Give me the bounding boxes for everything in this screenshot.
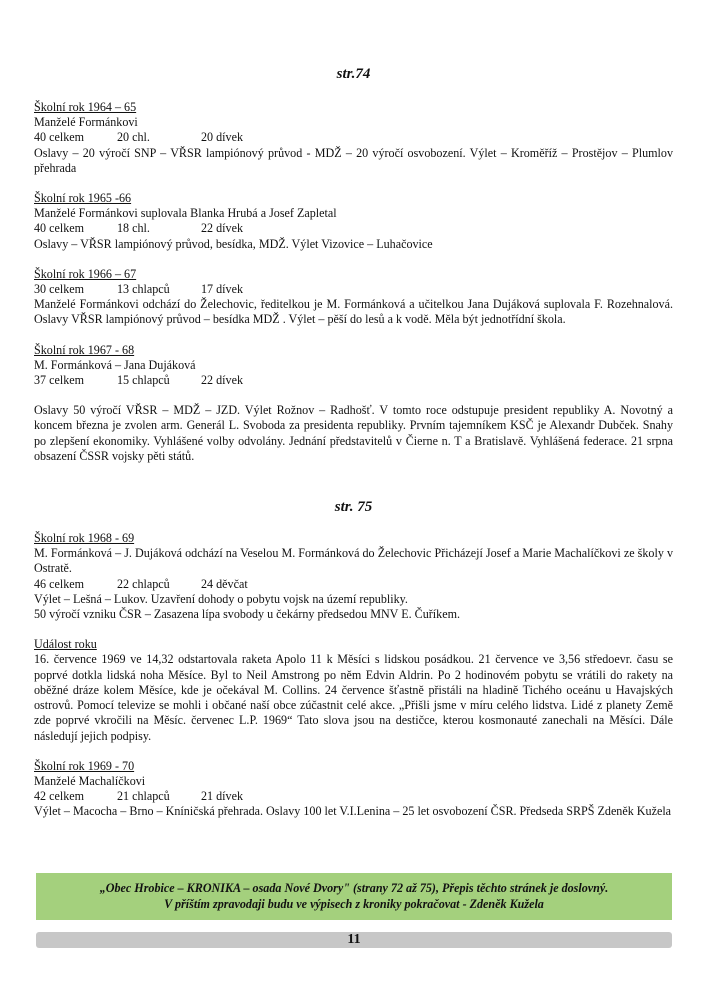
- section-line: Manželé Formánkovi suplovala Blanka Hrubá a Josef Zapletal: [34, 206, 337, 221]
- pupil-stats: [34, 373, 673, 388]
- stat-boys: 21 chlapců: [117, 789, 170, 804]
- footer-line-1: „Obec Hrobice – KRONIKA – osada Nové Dvory" (strany 72 až 75), Přepis těchto stránek je doslovný.: [99, 881, 609, 895]
- stat-total: 42 celkem: [34, 789, 85, 804]
- section-paragraph: Oslavy 50 výročí VŘSR – MDŽ – JZD. Výlet Rožnov – Radhošť. V tomto roce odstupuje president republiky A. Novotný a koncem března je zvolen arm. Generál L. Svoboda za presidenta republiky. Prvním tajemníkem KSČ je Alexandr Dubček. Snahy po zlepšení ekonomiky. Vyhlášené volby odvolány. Jednání představitelů v Čierne n. T a Bratislavě. Vyhlášená federace. 21 srpna obsazení ČSSR vojsky pěti států.: [34, 403, 673, 463]
- school-year-section: [34, 267, 673, 328]
- section-paragraph: Oslavy – VŘSR lampiónový průvod, besídka, MDŽ. Výlet Vizovice – Luhačovice: [34, 236, 433, 251]
- stat-boys: 13 chlapců: [117, 282, 170, 297]
- section-line: Manželé Machalíčkovi: [34, 773, 146, 788]
- school-year-section: [34, 759, 673, 820]
- footer-note: [36, 873, 672, 920]
- section-paragraph: 16. července 1969 ve 14,32 odstartovala raketa Apolo 11 k Měsíci s lidskou posádkou. 21 července ve 3,56 středoevr. času se poprvé dotkla lidská noha Měsíce. Byl to Neil Amstrong po něm Edvin Aldrin. Po 2 hodinovém pobytu se vrátili do rakety na oběžné dráze kolem Měsíce, kde je očekával M. Collins. 24 července šťastně přistáli na hladině Tichého oceánu u Havajských ostrovů. Pomocí televize se mohli i občané naší obce zúčastnit celé akce. „Přišli jsme v míru celého lidstva. Lidé z planety Země zde poprvé vkročili na Měsíc. červenec L.P. 1969“ Tato slova jsou na destičce, kterou kosmonauté zanechali na Měsíci. Dále následují jejich podpisy.: [34, 652, 673, 743]
- school-year-section: [34, 191, 673, 252]
- document-body: [34, 0, 673, 835]
- section-line: Manželé Formánkovi: [34, 115, 138, 130]
- school-year-section: [34, 100, 673, 176]
- section-paragraph: Výlet – Lešná – Lukov. Uzavření dohody o pobytu vojsk na území republiky.: [34, 591, 408, 606]
- page-heading-74: str.74: [336, 66, 371, 82]
- section-title: Školní rok 1969 - 70: [34, 758, 135, 773]
- section-line: M. Formánková – J. Dujáková odchází na Veselou M. Formánková do Želechovic Přicházejí Josef a Marie Machalíčkovi ze školy v Ostratě.: [34, 546, 673, 576]
- stat-total: 30 celkem: [34, 282, 85, 297]
- section-title: Školní rok 1965 -66: [34, 191, 132, 206]
- page-number-bar: [36, 932, 672, 948]
- stat-total: 46 celkem: [34, 576, 85, 591]
- stat-girls: 21 dívek: [201, 789, 243, 804]
- stat-girls: 22 dívek: [201, 373, 243, 388]
- stat-boys: 18 chl.: [117, 221, 150, 236]
- pupil-stats: [34, 130, 673, 145]
- pupil-stats: [34, 789, 673, 804]
- school-year-section: [34, 637, 673, 743]
- page-heading-75: str. 75: [334, 499, 373, 516]
- section-title: Školní rok 1966 – 67: [34, 266, 137, 281]
- section-paragraph: 50 výročí vzniku ČSR – Zasazena lípa svobody u čekárny předsedou MNV E. Čuříkem.: [34, 607, 460, 622]
- school-year-section: [34, 343, 673, 464]
- section-paragraph: Výlet – Macocha – Brno – Kníničská přehrada. Oslavy 100 let V.I.Lenina – 25 let osvobození ČSR. Předseda SRPŠ Zdeněk Kužela: [34, 804, 672, 819]
- section-title: Školní rok 1964 – 65: [34, 100, 137, 114]
- stat-girls: 17 dívek: [201, 282, 243, 297]
- pupil-stats: [34, 577, 673, 592]
- stat-girls: 20 dívek: [201, 130, 243, 145]
- page-74-content: [34, 100, 673, 464]
- stat-total: 37 celkem: [34, 373, 85, 388]
- stat-boys: 22 chlapců: [117, 576, 170, 591]
- footer-line-2: V příštím zpravodaji budu ve výpisech z kroniky pokračovat - Zdeněk Kužela: [164, 896, 544, 911]
- section-line: M. Formánková – Jana Dujáková: [34, 357, 196, 372]
- section-paragraph: Manželé Formánkovi odchází do Želechovic, ředitelkou je M. Formánková a učitelkou Jana Dujáková suplovala F. Rozehnalová. Oslavy VŘSR lampiónový průvod – besídka MDŽ . Výlet – pěší do lesů a k vodě. Měla být jednotřídní škola.: [34, 297, 673, 327]
- pupil-stats: [34, 221, 673, 236]
- stat-total: 40 celkem: [34, 130, 85, 145]
- stat-total: 40 celkem: [34, 221, 85, 236]
- stat-boys: 20 chl.: [117, 130, 150, 145]
- section-title: Událost roku: [34, 637, 97, 652]
- stat-girls: 22 dívek: [201, 221, 243, 236]
- page-number: 11: [347, 932, 361, 947]
- stat-boys: 15 chlapců: [117, 373, 170, 388]
- school-year-section: [34, 531, 673, 622]
- pupil-stats: [34, 282, 673, 297]
- section-paragraph: Oslavy – 20 výročí SNP – VŘSR lampiónový průvod - MDŽ – 20 výročí osvobození. Výlet – Kroměříž – Prostějov – Plumlov přehrada: [34, 145, 673, 175]
- page-75-content: [34, 531, 673, 819]
- section-title: Školní rok 1967 - 68: [34, 342, 135, 357]
- section-title: Školní rok 1968 - 69: [34, 531, 135, 546]
- stat-girls: 24 děvčat: [201, 576, 248, 591]
